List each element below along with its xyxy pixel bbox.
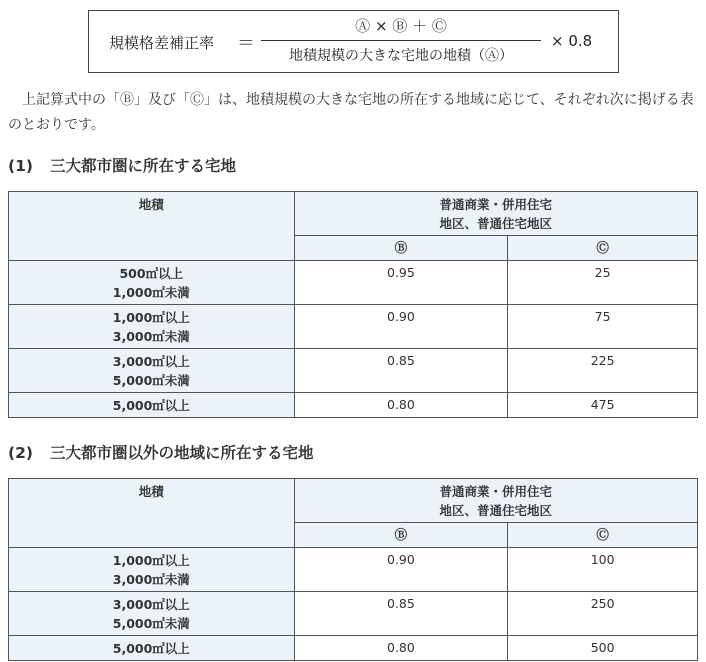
formula-multiplier: × 0.8 (551, 32, 593, 50)
header-b: Ⓑ (294, 523, 508, 548)
section2-heading (8, 441, 314, 463)
header-district-line1: 普通商業・併用住宅 (439, 197, 553, 212)
header-b: Ⓑ (294, 236, 508, 261)
row-b-value: 0.90 (294, 548, 508, 592)
header-district-line2: 地区、普通住宅地区 (439, 503, 553, 518)
table-row (9, 548, 698, 592)
row-area-line2: 1,000㎡未満 (112, 285, 190, 300)
row-c-value: 100 (508, 548, 698, 592)
row-area-line1: 3,000㎡以上 (112, 597, 190, 612)
row-area-label (9, 592, 295, 636)
row-area-line2: 5,000㎡未満 (112, 616, 190, 631)
formula-equals: ＝ (237, 33, 255, 54)
row-c-value: 250 (508, 592, 698, 636)
row-area-line1: 1,000㎡以上 (112, 310, 190, 325)
header-c: Ⓒ (508, 523, 698, 548)
row-area-label (9, 393, 295, 418)
row-b-value: 0.85 (294, 349, 508, 393)
row-area-line2: 5,000㎡未満 (112, 373, 190, 388)
formula-numerator: Ⓐ × Ⓑ ＋ Ⓒ (355, 17, 447, 35)
header-area: 地積 (9, 192, 295, 261)
header-c: Ⓒ (508, 236, 698, 261)
header-district-line2: 地区、普通住宅地区 (439, 216, 553, 231)
section1-number: (1) (8, 157, 33, 175)
row-area-line1: 5,000㎡以上 (112, 641, 190, 656)
row-area-line1: 3,000㎡以上 (112, 354, 190, 369)
table-header-row (9, 192, 698, 236)
section1-heading (8, 154, 236, 176)
header-area: 地積 (9, 479, 295, 548)
formula-fraction (261, 15, 541, 67)
row-b-value: 0.80 (294, 393, 508, 418)
formula-name: 規模格差補正率 (109, 34, 215, 52)
row-area-line1: 500㎡以上 (119, 266, 184, 281)
row-area-label (9, 261, 295, 305)
row-b-value: 0.95 (294, 261, 508, 305)
row-area-label (9, 636, 295, 661)
row-area-line1: 1,000㎡以上 (112, 553, 190, 568)
row-area-label (9, 349, 295, 393)
row-c-value: 500 (508, 636, 698, 661)
header-district (294, 479, 697, 523)
row-c-value: 225 (508, 349, 698, 393)
row-area-line2: 3,000㎡未満 (112, 329, 190, 344)
row-c-value: 25 (508, 261, 698, 305)
row-area-line1: 5,000㎡以上 (112, 398, 190, 413)
table-row (9, 636, 698, 661)
table-row (9, 393, 698, 418)
table-row (9, 261, 698, 305)
header-district-line1: 普通商業・併用住宅 (439, 484, 553, 499)
section2-table (8, 478, 698, 661)
table-row (9, 349, 698, 393)
row-b-value: 0.80 (294, 636, 508, 661)
formula-box (88, 10, 619, 73)
row-area-label (9, 305, 295, 349)
fraction-bar (261, 40, 541, 41)
section1-title: 三大都市圏に所在する宅地 (50, 157, 237, 175)
row-area-line2: 3,000㎡未満 (112, 572, 190, 587)
section2-title: 三大都市圏以外の地域に所在する宅地 (50, 444, 314, 462)
section2-number: (2) (8, 444, 33, 462)
formula-denominator: 地積規模の大きな宅地の地積（Ⓐ） (289, 48, 513, 64)
table-header-row (9, 479, 698, 523)
row-area-label (9, 548, 295, 592)
row-b-value: 0.90 (294, 305, 508, 349)
table-row (9, 592, 698, 636)
row-c-value: 475 (508, 393, 698, 418)
table-row (9, 305, 698, 349)
row-c-value: 75 (508, 305, 698, 349)
header-district (294, 192, 697, 236)
section1-table (8, 191, 698, 418)
intro-paragraph: 上記算式中の「Ⓑ」及び「Ⓒ」は、地積規模の大きな宅地の所在する地域に応じて、それぞれ次に掲げる表のとおりです。 (8, 92, 694, 133)
row-b-value: 0.85 (294, 592, 508, 636)
